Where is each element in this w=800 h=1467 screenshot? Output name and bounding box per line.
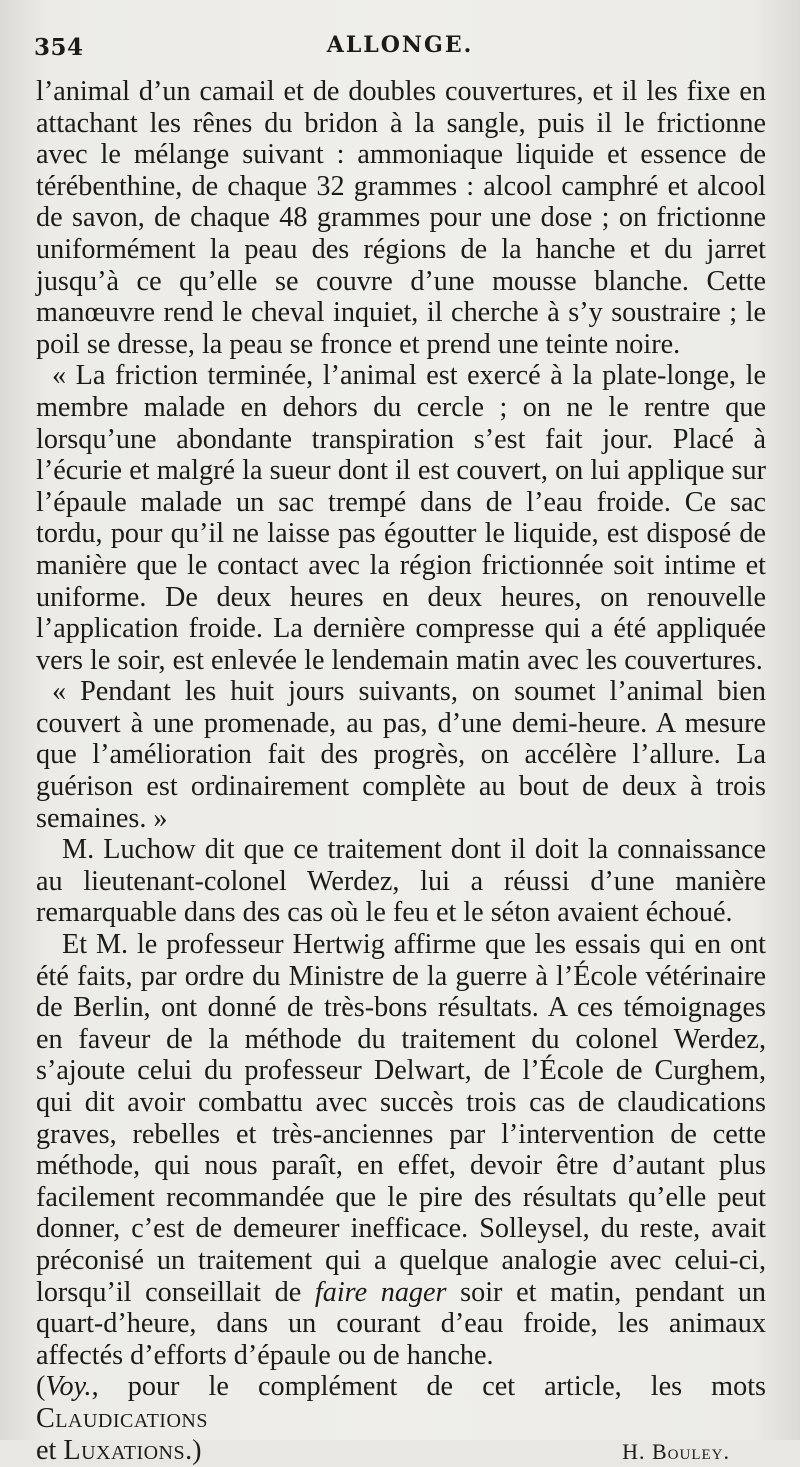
paragraph-5	[36, 929, 766, 1371]
author-signature: H. Bouley.	[622, 1438, 730, 1464]
closing-word-claudications: Claudications	[36, 1402, 208, 1434]
closing-open: (	[36, 1371, 46, 1403]
paragraph-2: « La friction terminée, l’animal est exercé à la plate-longe, le membre malade en dehors du cercle ; on ne le rentre que lorsqu’une abondante transpiration s’est fait jour. Placé à l’écurie et malgré la sueur dont il est couvert, on lui applique sur l’épaule malade un sac trempé dans de l’eau froide. Ce sac tordu, pour qu’il ne laisse pas égoutter le liquide, est disposé de manière que le contact avec la région frictionnée soit intime et uniforme. De deux heures en deux heures, on renouvelle l’application froide. La dernière compresse qui a été appliquée vers le soir, est enlevée le lendemain matin avec les couvertures.	[36, 360, 766, 676]
closing-mid: , pour le complément de cet article, les mots	[91, 1371, 766, 1403]
closing-reference	[36, 1371, 766, 1434]
closing-line-2	[36, 1435, 202, 1467]
paragraph-4: M. Luchow dit que ce traitement dont il doit la connaissance au lieutenant-colonel Werdez, lui a réussi d’une manière remarquable dans des cas où le feu et le séton avaient échoué.	[36, 834, 766, 929]
running-title: ALLONGE.	[326, 32, 474, 58]
body-text	[36, 76, 766, 1466]
closing-last-line	[36, 1435, 766, 1467]
closing-voy: Voy.	[45, 1371, 92, 1403]
closing-line2-start: et	[36, 1434, 64, 1466]
closing-word-luxations: Luxations	[63, 1434, 186, 1466]
paragraph-5-text: Et M. le professeur Hertwig affirme que les essais qui en ont été faits, par ordre du Ministre de la guerre à l’École vétérinaire de Berlin, ont donné de très-bons résultats. A ces témoignages en faveur de la méthode du traitement du colonel Werdez, s’ajoute celui du professeur Delwart, de l’École de Curghem, qui dit avoir combattu avec succès trois cas de claudications graves, rebelles et très-anciennes par l’intervention de cette méthode, qui nous paraît, en effet, devoir être d’autant plus facilement recommandée que le pire des résultats qu’elle peut donner, c’est de demeurer inefficace. Solleysel, du reste, avait préconisé un traitement qui a quelque analogie avec celui-ci, lorsqu’il conseillait de	[36, 929, 766, 1308]
paragraph-5-italic: faire nager	[314, 1276, 447, 1308]
paragraph-5-text-end: soir et matin, pendant un quart-d’heure, dans un courant d’eau froide, les animaux affectés d’efforts d’épaule ou de hanche.	[36, 1276, 767, 1371]
paragraph-1: l’animal d’un camail et de doubles couvertures, et il les fixe en attachant les rênes du bridon à la sangle, puis il le frictionne avec le mélange suivant : ammoniaque liquide et essence de térébenthine, de chaque 32 grammes : alcool camphré et alcool de savon, de chaque 48 grammes pour une dose ; on frictionne uniformément la peau des régions de la hanche et du jarret jusqu’à ce qu’elle se couvre d’une mousse blanche. Cette manœuvre rend le cheval inquiet, il cherche à s’y soustraire ; le poil se dresse, la peau se fronce et prend une teinte noire.	[36, 76, 766, 360]
running-head	[34, 30, 766, 70]
paragraph-3: « Pendant les huit jours suivants, on soumet l’animal bien couvert à une promenade, au pas, d’une demi-heure. A mesure que l’amélioration fait des progrès, on accélère l’allure. La guérison est ordinairement complète au bout de deux à trois semaines. »	[36, 676, 766, 834]
closing-close: .)	[185, 1434, 202, 1466]
page-number: 354	[34, 34, 84, 61]
